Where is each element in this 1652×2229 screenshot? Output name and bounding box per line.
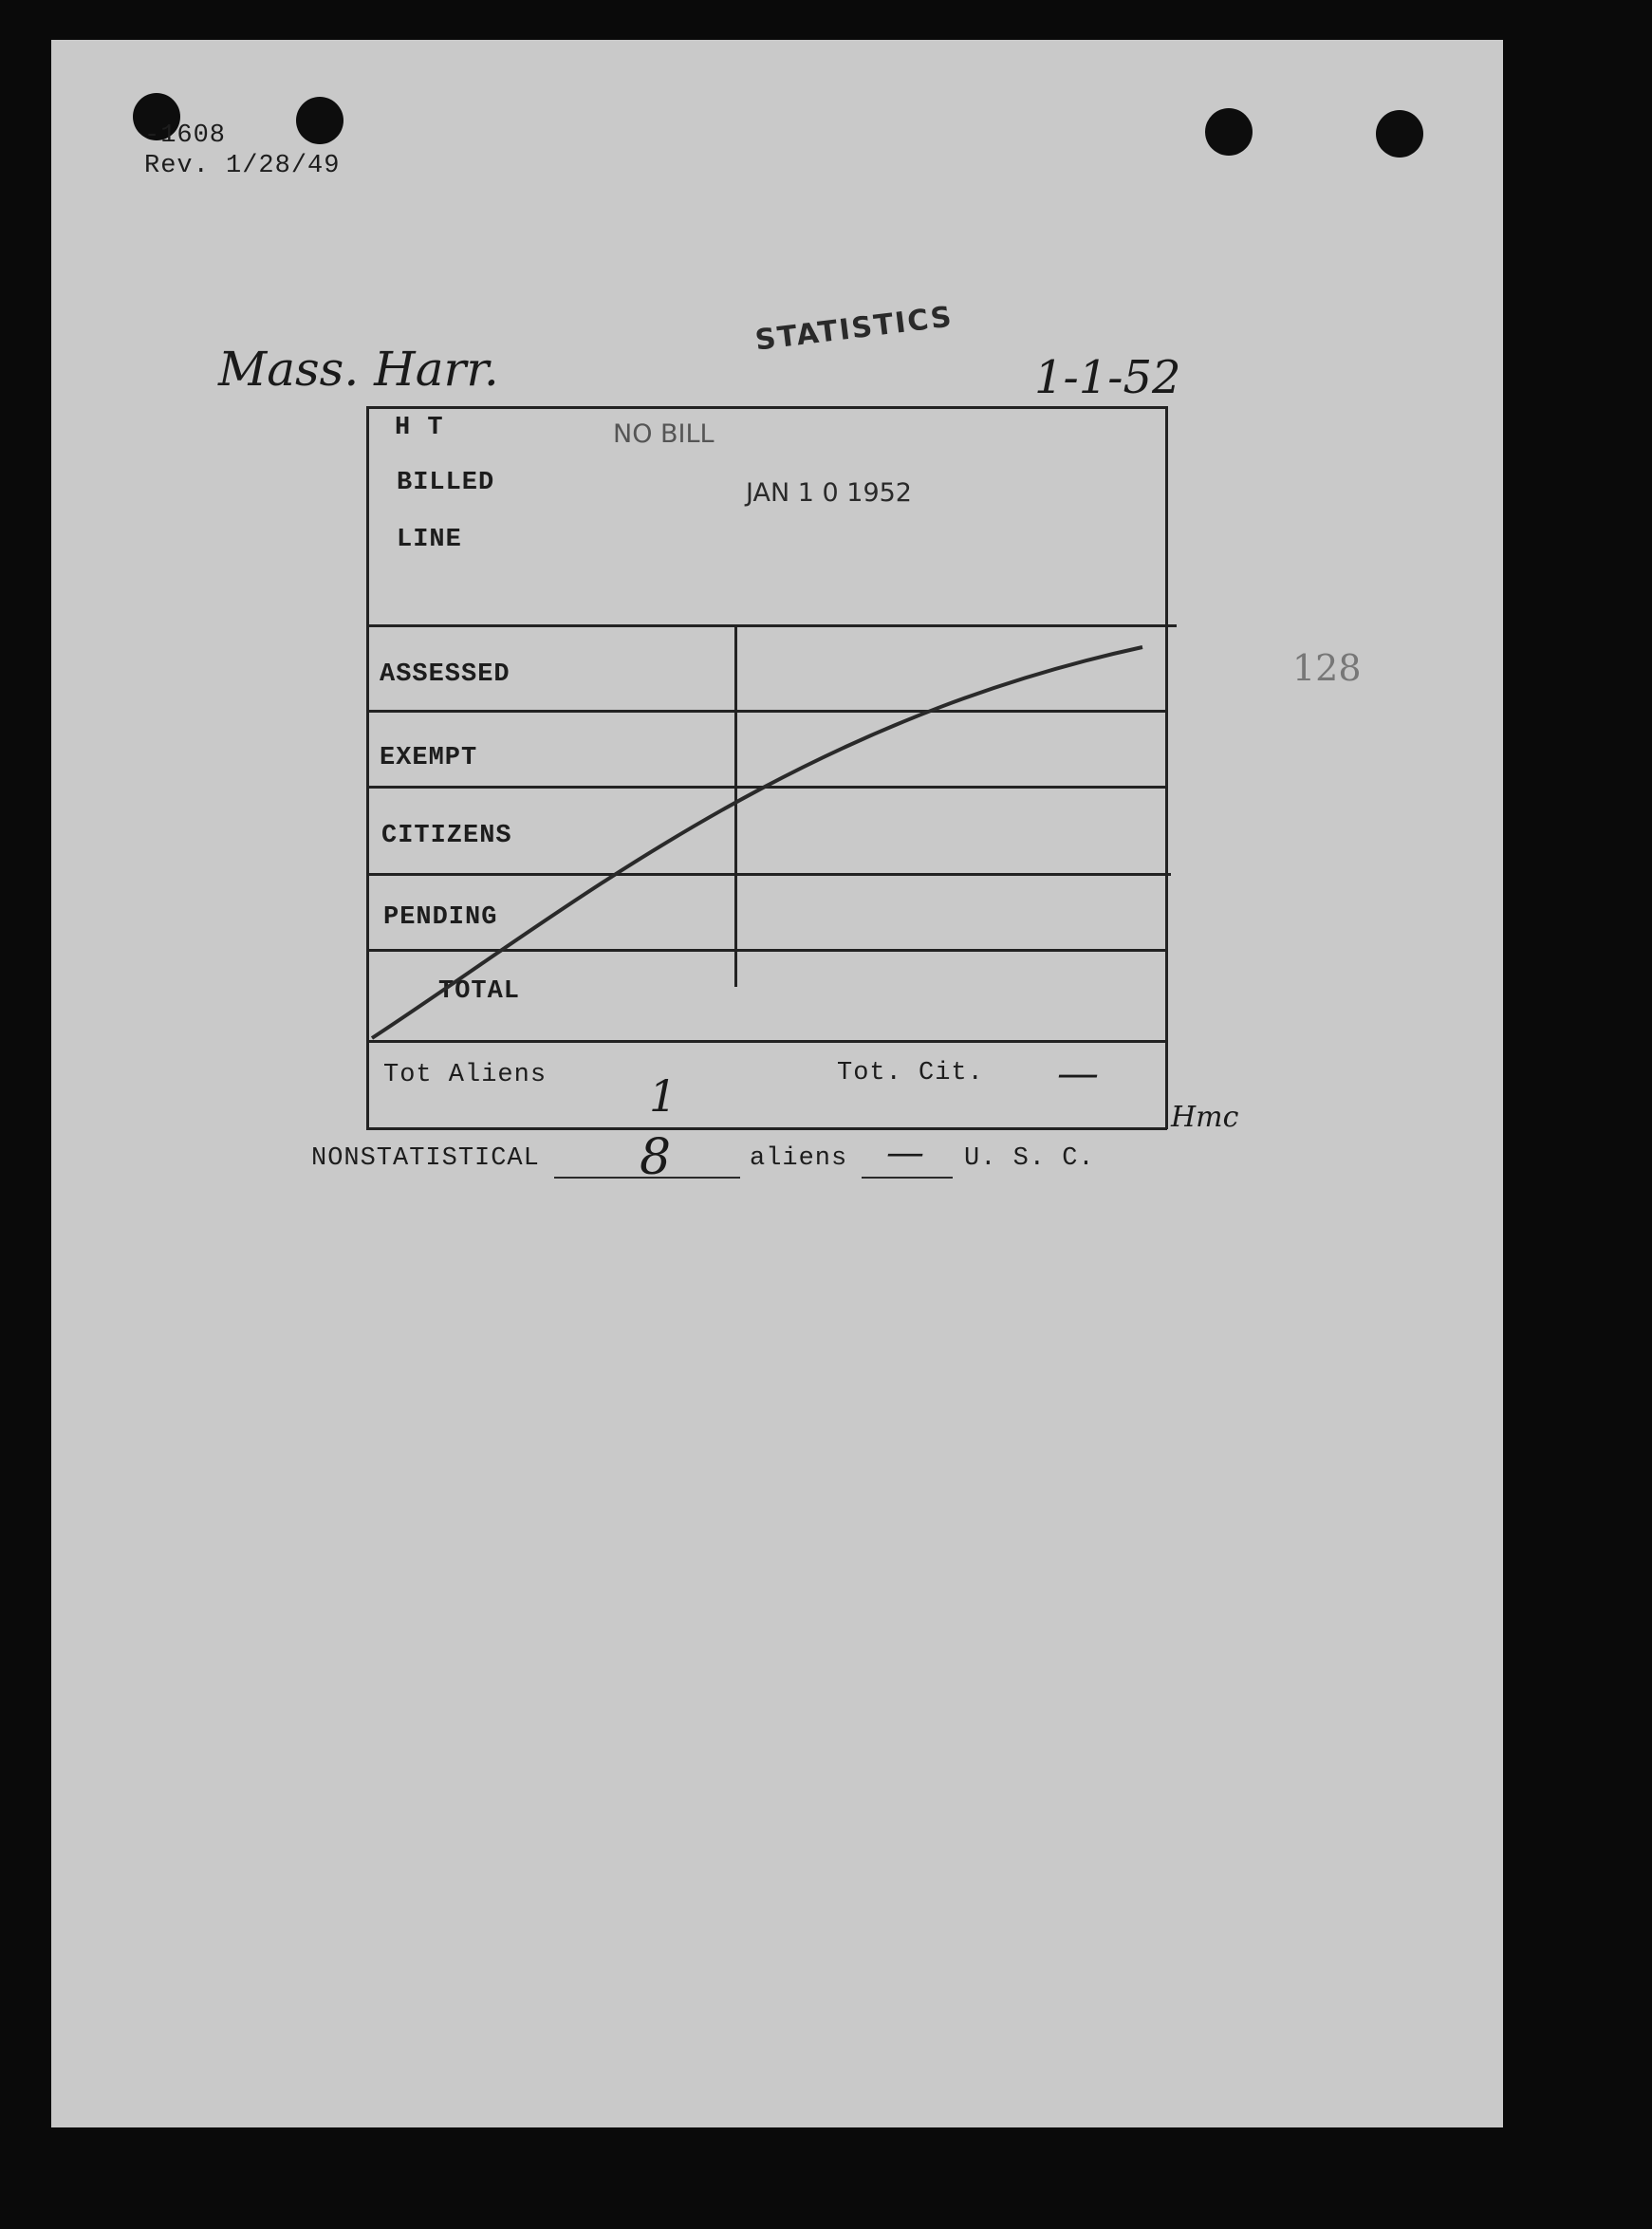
row-label-pending: PENDING (383, 903, 498, 932)
row-label-ht: H T (395, 414, 444, 442)
row-label-citizens: CITIZENS (381, 822, 512, 850)
row-label-assessed: ASSESSED (380, 660, 510, 689)
handwritten-location: Mass. Harr. (218, 342, 499, 397)
no-bill-stamp: NO BILL (613, 419, 715, 449)
nonstatistical-label: NONSTATISTICAL (311, 1144, 540, 1173)
aliens-label: aliens (750, 1144, 848, 1173)
tot-cit-label: Tot. Cit. (837, 1059, 984, 1087)
nonstat-count-bottom: 8 (640, 1129, 672, 1186)
tot-aliens-label: Tot Aliens (383, 1061, 548, 1089)
row-label-total: TOTAL (438, 977, 521, 1006)
strike-through-line (51, 40, 1503, 1179)
handwritten-date: 1-1-52 (1034, 351, 1181, 404)
usc-dash: — (886, 1131, 924, 1175)
handwritten-initials: Hmc (1171, 1101, 1239, 1134)
form-revision: Rev. 1/28/49 (144, 152, 341, 180)
usc-label: U. S. C. (964, 1144, 1095, 1173)
row-label-billed: BILLED (397, 469, 495, 497)
tot-cit-dash: — (1057, 1049, 1099, 1098)
form-number: -1608 (144, 121, 227, 150)
usc-underline (862, 1177, 953, 1179)
row-label-exempt: EXEMPT (380, 744, 478, 772)
received-date-stamp: JAN 1 0 1952 (746, 478, 912, 508)
page-number-stamp: 128 (1292, 647, 1362, 689)
document-page (51, 40, 1503, 2127)
nonstat-count-top: 1 (649, 1070, 678, 1122)
statistics-stamp: STATISTICS (753, 300, 956, 358)
row-label-line: LINE (397, 526, 462, 554)
